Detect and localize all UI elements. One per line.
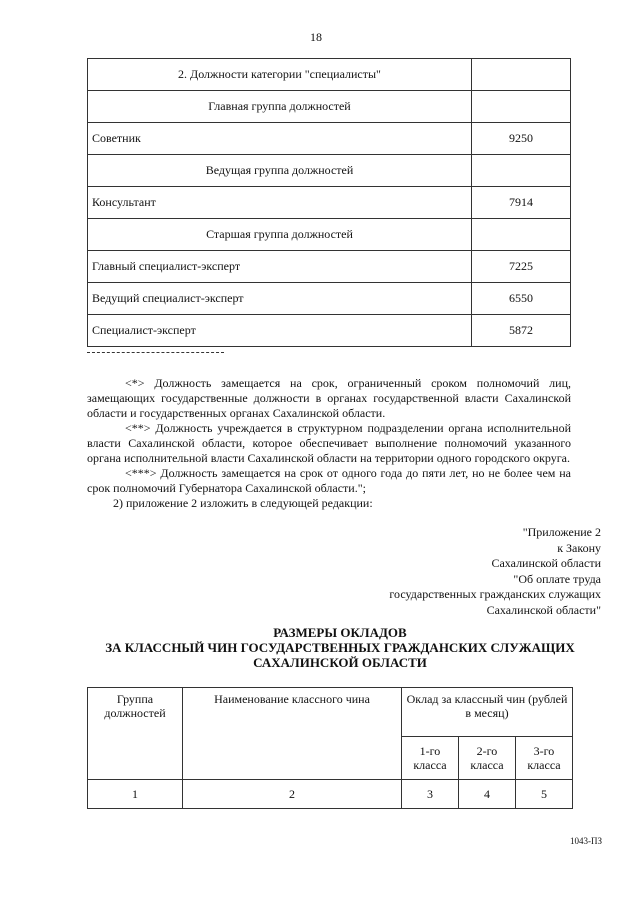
document-code: 1043-ПЗ	[569, 836, 602, 846]
page-number: 18	[310, 30, 322, 44]
document-title	[80, 625, 600, 670]
title-line: САХАЛИНСКОЙ ОБЛАСТИ	[253, 655, 427, 670]
column-number: 3	[402, 780, 459, 809]
position-name-cell: Главный специалист-эксперт	[88, 251, 472, 283]
column-number: 5	[515, 780, 572, 809]
table-row	[88, 780, 573, 809]
table-row	[88, 315, 571, 347]
salary-cell: 9250	[472, 123, 571, 155]
position-name-cell: Ведущий специалист-эксперт	[88, 283, 472, 315]
header-class-1: 1-го класса	[402, 737, 459, 780]
header-salary: Оклад за классный чин (рублей в месяц)	[402, 688, 573, 737]
position-name-cell: Консультант	[88, 187, 472, 219]
salary-cell: 7225	[472, 251, 571, 283]
table-row	[88, 59, 571, 91]
group-heading-cell: Ведущая группа должностей	[88, 155, 472, 187]
group-heading-cell: Старшая группа должностей	[88, 219, 472, 251]
header-rank-name: Наименование классного чина	[183, 688, 402, 780]
header-class-3: 3-го класса	[515, 737, 572, 780]
header-group: Группа должностей	[88, 688, 183, 780]
title-line: РАЗМЕРЫ ОКЛАДОВ	[273, 625, 407, 640]
table-row	[88, 283, 571, 315]
salary-cell	[472, 91, 571, 123]
footnote-1: <*> Должность замещается на срок, ограниченный сроком полномочий лиц, замещающих государственные должности в органах государственной власти Сахалинской области и государственных органах Сахалинской области.	[87, 376, 571, 420]
salary-cell: 5872	[472, 315, 571, 347]
table-row	[88, 187, 571, 219]
footnote-2: <**> Должность учреждается в структурном подразделении органа исполнительной власти Сахалинской области, которое обеспечивает выполнение полномочий указанного органа исполнительной власти Сахалинской области на территории одного городского округа.	[87, 421, 571, 465]
position-name-cell: Советник	[88, 123, 472, 155]
column-number: 2	[183, 780, 402, 809]
table-row	[88, 251, 571, 283]
column-number: 1	[88, 780, 183, 809]
salary-cell	[472, 219, 571, 251]
salary-cell	[472, 155, 571, 187]
table-row	[88, 123, 571, 155]
table-row	[88, 219, 571, 251]
footnote-separator-line	[87, 352, 224, 353]
amendment-item-2: 2) приложение 2 изложить в следующей редакции:	[113, 496, 373, 510]
category-heading-cell: 2. Должности категории "специалисты"	[88, 59, 472, 91]
header-class-2: 2-го класса	[458, 737, 515, 780]
table-row	[88, 91, 571, 123]
salary-cell: 6550	[472, 283, 571, 315]
appendix-line: к Закону	[557, 540, 601, 555]
class-rank-salary-table	[87, 687, 573, 809]
appendix-line: государственных гражданских служащих	[389, 587, 601, 601]
positions-salary-table	[87, 58, 571, 347]
table-header-row	[88, 688, 573, 737]
footnote-3: <***> Должность замещается на срок от одного года до пяти лет, но не более чем на срок полномочий Губернатора Сахалинской области.";	[87, 466, 571, 495]
salary-cell	[472, 59, 571, 91]
appendix-header	[389, 525, 601, 618]
appendix-line: "Приложение 2	[522, 525, 601, 539]
appendix-line: Сахалинской области"	[486, 602, 601, 617]
salary-cell: 7914	[472, 187, 571, 219]
appendix-line: "Об оплате труда	[513, 571, 601, 586]
title-line: ЗА КЛАССНЫЙ ЧИН ГОСУДАРСТВЕННЫХ ГРАЖДАНСКИХ СЛУЖАЩИХ	[105, 640, 575, 655]
table-row	[88, 155, 571, 187]
position-name-cell: Специалист-эксперт	[88, 315, 472, 347]
appendix-line: Сахалинской области	[491, 556, 601, 570]
column-number: 4	[458, 780, 515, 809]
footnotes-block	[87, 376, 571, 511]
group-heading-cell: Главная группа должностей	[88, 91, 472, 123]
